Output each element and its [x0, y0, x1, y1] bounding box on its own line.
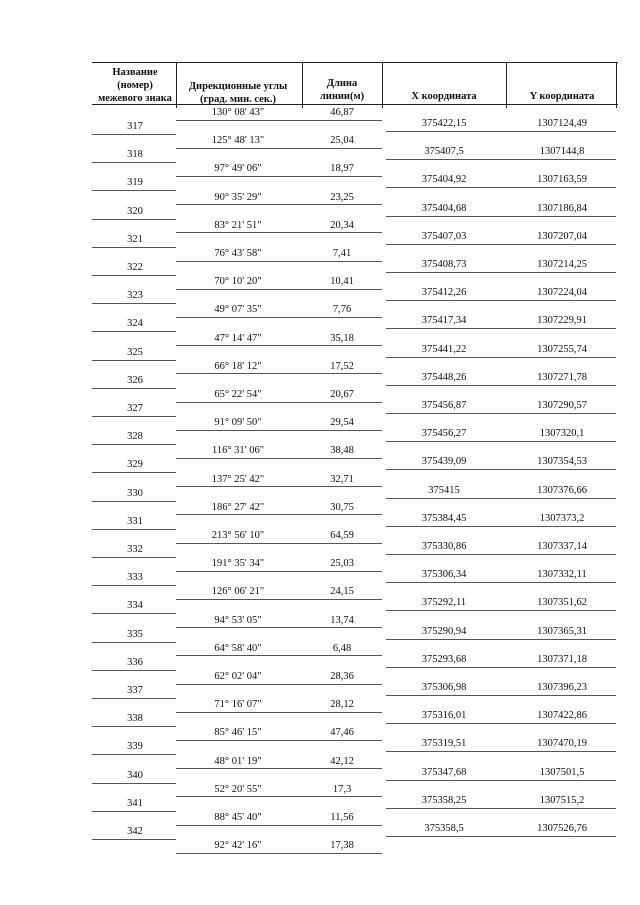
x-coordinate-cell: 375415: [428, 484, 460, 496]
line-length-cell: 28,12: [330, 699, 354, 711]
header-x-coordinate: X координата: [411, 91, 477, 102]
y-coordinate-cell: 1307470,19: [537, 738, 587, 750]
y-coordinate-cell: 1307124,49: [537, 118, 587, 129]
direction-angle-cell: 76° 43' 58": [214, 248, 262, 259]
x-coordinate-cell: 375358,25: [421, 794, 467, 806]
x-coordinate-cell: 375316,01: [421, 710, 467, 722]
row-divider: [92, 416, 176, 417]
point-number-cell: 332: [127, 544, 143, 555]
x-coordinate-cell: 375448,26: [421, 371, 467, 383]
direction-angle-cell: 49° 07' 35": [214, 304, 262, 316]
direction-angle-cell: 64° 58' 40": [214, 642, 262, 654]
line-length-cell: 23,25: [330, 191, 354, 203]
point-number-cell: 338: [127, 713, 143, 725]
line-length-cell: 24,15: [330, 586, 354, 598]
x-coordinate-cell: 375441,22: [421, 343, 467, 355]
x-coordinate-cell: 375408,73: [421, 259, 467, 270]
y-coordinate-cell: 1307501,5: [539, 766, 585, 778]
y-coordinate-cell: 1307255,74: [537, 343, 587, 355]
row-divider: [176, 543, 382, 544]
direction-angle-cell: 186° 27' 42": [211, 501, 265, 513]
row-divider: [386, 808, 616, 809]
row-divider: [176, 740, 382, 741]
x-coordinate-cell: 375439,09: [421, 456, 467, 468]
point-number-cell: 327: [127, 403, 143, 414]
direction-angle-cell: 116° 31' 06": [212, 445, 264, 457]
point-number-cell: 320: [127, 205, 143, 217]
row-divider: [176, 825, 382, 826]
direction-angle-cell: 71° 16' 07": [214, 699, 262, 711]
header-divider: [382, 62, 383, 108]
row-divider: [386, 469, 616, 470]
row-divider: [92, 162, 176, 163]
line-length-cell: 17,3: [332, 783, 352, 795]
point-number-cell: 324: [127, 318, 143, 330]
row-divider: [176, 317, 382, 318]
row-divider: [176, 627, 382, 628]
row-divider: [176, 853, 382, 854]
direction-angle-cell: 62° 02' 04": [214, 671, 262, 682]
row-divider: [386, 723, 616, 724]
line-length-cell: 17,38: [330, 840, 354, 852]
row-divider: [92, 501, 176, 502]
row-divider: [92, 219, 176, 220]
x-coordinate-cell: 375319,51: [421, 738, 467, 750]
direction-angle-cell: 125° 48' 13": [211, 135, 265, 147]
y-coordinate-cell: 1307229,91: [537, 315, 587, 327]
point-number-cell: 319: [127, 177, 143, 189]
row-divider: [176, 373, 382, 374]
point-number-cell: 339: [127, 741, 143, 753]
direction-angle-cell: 137° 25' 42": [211, 473, 265, 485]
line-length-cell: 11,56: [330, 812, 354, 823]
point-number-cell: 330: [127, 487, 143, 499]
y-coordinate-cell: 1307376,66: [537, 484, 587, 496]
x-coordinate-cell: 375422,15: [421, 118, 467, 129]
y-coordinate-cell: 1307515,2: [539, 794, 585, 806]
line-length-cell: 28,36: [330, 671, 354, 682]
y-coordinate-cell: 1307290,57: [537, 400, 587, 411]
row-divider: [386, 244, 616, 245]
row-divider: [386, 187, 616, 188]
x-coordinate-cell: 375456,87: [421, 400, 467, 411]
row-divider: [92, 585, 176, 586]
header-text: (номер): [117, 80, 153, 91]
row-divider: [386, 357, 616, 358]
direction-angle-cell: 85° 46' 15": [214, 727, 262, 739]
line-length-cell: 47,46: [330, 727, 354, 739]
row-divider: [176, 712, 382, 713]
x-coordinate-cell: 375330,86: [421, 541, 467, 552]
row-divider: [92, 698, 176, 699]
row-divider: [176, 148, 382, 149]
row-divider: [176, 261, 382, 262]
row-divider: [92, 388, 176, 389]
row-divider: [92, 275, 176, 276]
point-number-cell: 331: [127, 515, 143, 527]
direction-angle-cell: 130° 08' 43": [211, 107, 265, 118]
line-length-cell: 25,03: [330, 558, 354, 570]
x-coordinate-cell: 375407,03: [421, 230, 467, 242]
row-divider: [176, 571, 382, 572]
x-coordinate-cell: 375306,34: [421, 569, 467, 581]
point-number-cell: 336: [127, 656, 143, 668]
line-length-cell: 7,76: [332, 304, 352, 316]
header-direction-angle: [176, 80, 300, 106]
row-divider: [176, 684, 382, 685]
row-divider: [386, 639, 616, 640]
header-divider: [302, 62, 303, 108]
direction-angle-cell: 83° 21' 51": [214, 219, 262, 231]
direction-angle-cell: 126° 06' 21": [211, 586, 265, 598]
header-text: (град. мин. сек.): [199, 94, 277, 105]
row-divider: [92, 303, 176, 304]
direction-angle-cell: 91° 09' 50": [214, 417, 262, 429]
row-divider: [92, 726, 176, 727]
direction-angle-cell: 94° 53' 05": [214, 614, 262, 626]
row-divider: [92, 811, 176, 812]
row-divider: [176, 430, 382, 431]
row-divider: [92, 247, 176, 248]
direction-angle-cell: 47° 14' 47": [214, 332, 262, 344]
point-number-cell: 342: [127, 826, 143, 837]
header-text: линии(м): [319, 91, 365, 102]
line-length-cell: 20,34: [330, 219, 354, 231]
row-divider: [386, 131, 616, 132]
header-text: Дирекционные углы: [188, 81, 288, 92]
y-coordinate-cell: 1307332,11: [537, 569, 587, 581]
point-number-cell: 323: [127, 290, 143, 302]
row-divider: [92, 839, 176, 840]
row-divider: [176, 486, 382, 487]
row-divider: [386, 441, 616, 442]
direction-angle-cell: 88° 45' 40": [214, 812, 262, 823]
row-divider: [386, 328, 616, 329]
header-text: межевого знака: [98, 93, 172, 104]
row-divider: [92, 783, 176, 784]
line-length-cell: 30,75: [330, 501, 354, 513]
point-number-cell: 322: [127, 262, 143, 273]
direction-angle-cell: 92° 42' 16": [214, 840, 262, 852]
point-number-cell: 325: [127, 346, 143, 358]
direction-angle-cell: 48° 01' 19": [214, 755, 262, 767]
row-divider: [92, 331, 176, 332]
y-coordinate-cell: 1307224,04: [537, 287, 587, 299]
y-coordinate-cell: 1307186,84: [537, 202, 587, 214]
row-divider: [176, 655, 382, 656]
row-divider: [176, 599, 382, 600]
row-divider: [386, 216, 616, 217]
direction-angle-cell: 90° 35' 29": [214, 191, 262, 203]
row-divider: [176, 232, 382, 233]
row-divider: [176, 768, 382, 769]
row-divider: [386, 272, 616, 273]
x-coordinate-cell: 375358,5: [424, 823, 464, 834]
y-coordinate-cell: 1307207,04: [537, 230, 587, 242]
header-line-length: [304, 77, 380, 103]
row-divider: [92, 670, 176, 671]
line-length-cell: 17,52: [330, 360, 354, 372]
row-divider: [176, 514, 382, 515]
x-coordinate-cell: 375456,27: [421, 428, 467, 440]
direction-angle-cell: 191° 35' 34": [211, 558, 265, 570]
row-divider: [92, 444, 176, 445]
row-divider: [92, 642, 176, 643]
x-coordinate-cell: 375292,11: [421, 597, 467, 609]
row-divider: [92, 613, 176, 614]
line-length-cell: 42,12: [330, 755, 354, 767]
y-coordinate-cell: 1307144,8: [539, 146, 585, 158]
line-length-cell: 46,87: [330, 107, 354, 118]
point-number-cell: 333: [127, 572, 143, 584]
line-length-cell: 10,41: [330, 276, 354, 288]
row-divider: [386, 498, 616, 499]
x-coordinate-cell: 375412,26: [421, 287, 467, 299]
row-divider: [386, 667, 616, 668]
point-number-cell: 318: [127, 149, 143, 161]
row-divider: [386, 780, 616, 781]
header-top-line: [92, 62, 618, 63]
row-divider: [386, 526, 616, 527]
y-coordinate-cell: 1307526,76: [537, 823, 587, 834]
line-length-cell: 18,97: [330, 163, 354, 175]
point-number-cell: 340: [127, 769, 143, 781]
line-length-cell: 25,04: [330, 135, 354, 147]
point-number-cell: 317: [127, 121, 143, 132]
header-point-name: [96, 66, 174, 105]
y-coordinate-cell: 1307214,25: [537, 259, 587, 270]
header-text: Длина: [326, 78, 358, 89]
line-length-cell: 7,41: [332, 248, 352, 259]
line-length-cell: 35,18: [330, 332, 354, 344]
line-length-cell: 32,71: [330, 473, 354, 485]
row-divider: [92, 190, 176, 191]
row-divider: [176, 120, 382, 121]
point-number-cell: 328: [127, 431, 143, 443]
y-coordinate-cell: 1307365,31: [537, 625, 587, 637]
direction-angle-cell: 70° 10' 20": [214, 276, 262, 288]
y-coordinate-cell: 1307373,2: [539, 512, 585, 524]
row-divider: [176, 289, 382, 290]
row-divider: [92, 754, 176, 755]
direction-angle-cell: 97° 49' 06": [214, 163, 262, 175]
point-number-cell: 334: [127, 600, 143, 612]
line-length-cell: 64,59: [330, 530, 354, 541]
header-divider: [616, 62, 617, 108]
direction-angle-cell: 65° 22' 54": [214, 389, 262, 400]
point-number-cell: 335: [127, 628, 143, 640]
row-divider: [92, 360, 176, 361]
row-divider: [386, 159, 616, 160]
row-divider: [386, 554, 616, 555]
point-number-cell: 329: [127, 459, 143, 471]
row-divider: [92, 529, 176, 530]
row-divider: [176, 402, 382, 403]
row-divider: [386, 582, 616, 583]
y-coordinate-cell: 1307351,62: [537, 597, 587, 609]
row-divider: [176, 345, 382, 346]
row-divider: [386, 413, 616, 414]
x-coordinate-cell: 375384,45: [421, 512, 467, 524]
row-divider: [176, 176, 382, 177]
point-number-cell: 326: [127, 374, 143, 386]
x-coordinate-cell: 375404,92: [421, 174, 467, 186]
x-coordinate-cell: 375306,98: [421, 682, 467, 693]
x-coordinate-cell: 375290,94: [421, 625, 467, 637]
row-divider: [176, 796, 382, 797]
y-coordinate-cell: 1307337,14: [537, 541, 587, 552]
line-length-cell: 13,74: [330, 614, 354, 626]
y-coordinate-cell: 1307163,59: [537, 174, 587, 186]
row-divider: [92, 557, 176, 558]
row-divider: [92, 472, 176, 473]
point-number-cell: 321: [127, 233, 143, 245]
direction-angle-cell: 213° 56' 10": [211, 530, 265, 541]
x-coordinate-cell: 375417,34: [421, 315, 467, 327]
y-coordinate-cell: 1307354,53: [537, 456, 587, 468]
x-coordinate-cell: 375293,68: [421, 653, 467, 665]
line-length-cell: 38,48: [330, 445, 354, 457]
direction-angle-cell: 52° 20' 55": [214, 783, 262, 795]
y-coordinate-cell: 1307371,18: [537, 653, 587, 665]
row-divider: [386, 300, 616, 301]
y-coordinate-cell: 1307422,86: [537, 710, 587, 722]
header-y-coordinate: Y координата: [529, 91, 595, 102]
header-divider: [506, 62, 507, 108]
point-number-cell: 337: [127, 685, 143, 696]
line-length-cell: 20,67: [330, 389, 354, 400]
row-divider: [386, 695, 616, 696]
row-divider: [92, 134, 176, 135]
y-coordinate-cell: 1307320,1: [539, 428, 585, 440]
y-coordinate-cell: 1307396,23: [537, 682, 587, 693]
x-coordinate-cell: 375347,68: [421, 766, 467, 778]
header-text: Название: [112, 67, 158, 78]
point-number-cell: 341: [127, 797, 143, 809]
row-divider: [386, 836, 616, 837]
y-coordinate-cell: 1307271,78: [537, 371, 587, 383]
row-divider: [386, 751, 616, 752]
row-divider: [386, 610, 616, 611]
direction-angle-cell: 66° 18' 12": [214, 360, 262, 372]
x-coordinate-cell: 375407,5: [424, 146, 464, 158]
line-length-cell: 29,54: [330, 417, 354, 429]
row-divider: [386, 385, 616, 386]
row-divider: [176, 204, 382, 205]
x-coordinate-cell: 375404,68: [421, 202, 467, 214]
line-length-cell: 6,48: [332, 642, 352, 654]
row-divider: [176, 458, 382, 459]
